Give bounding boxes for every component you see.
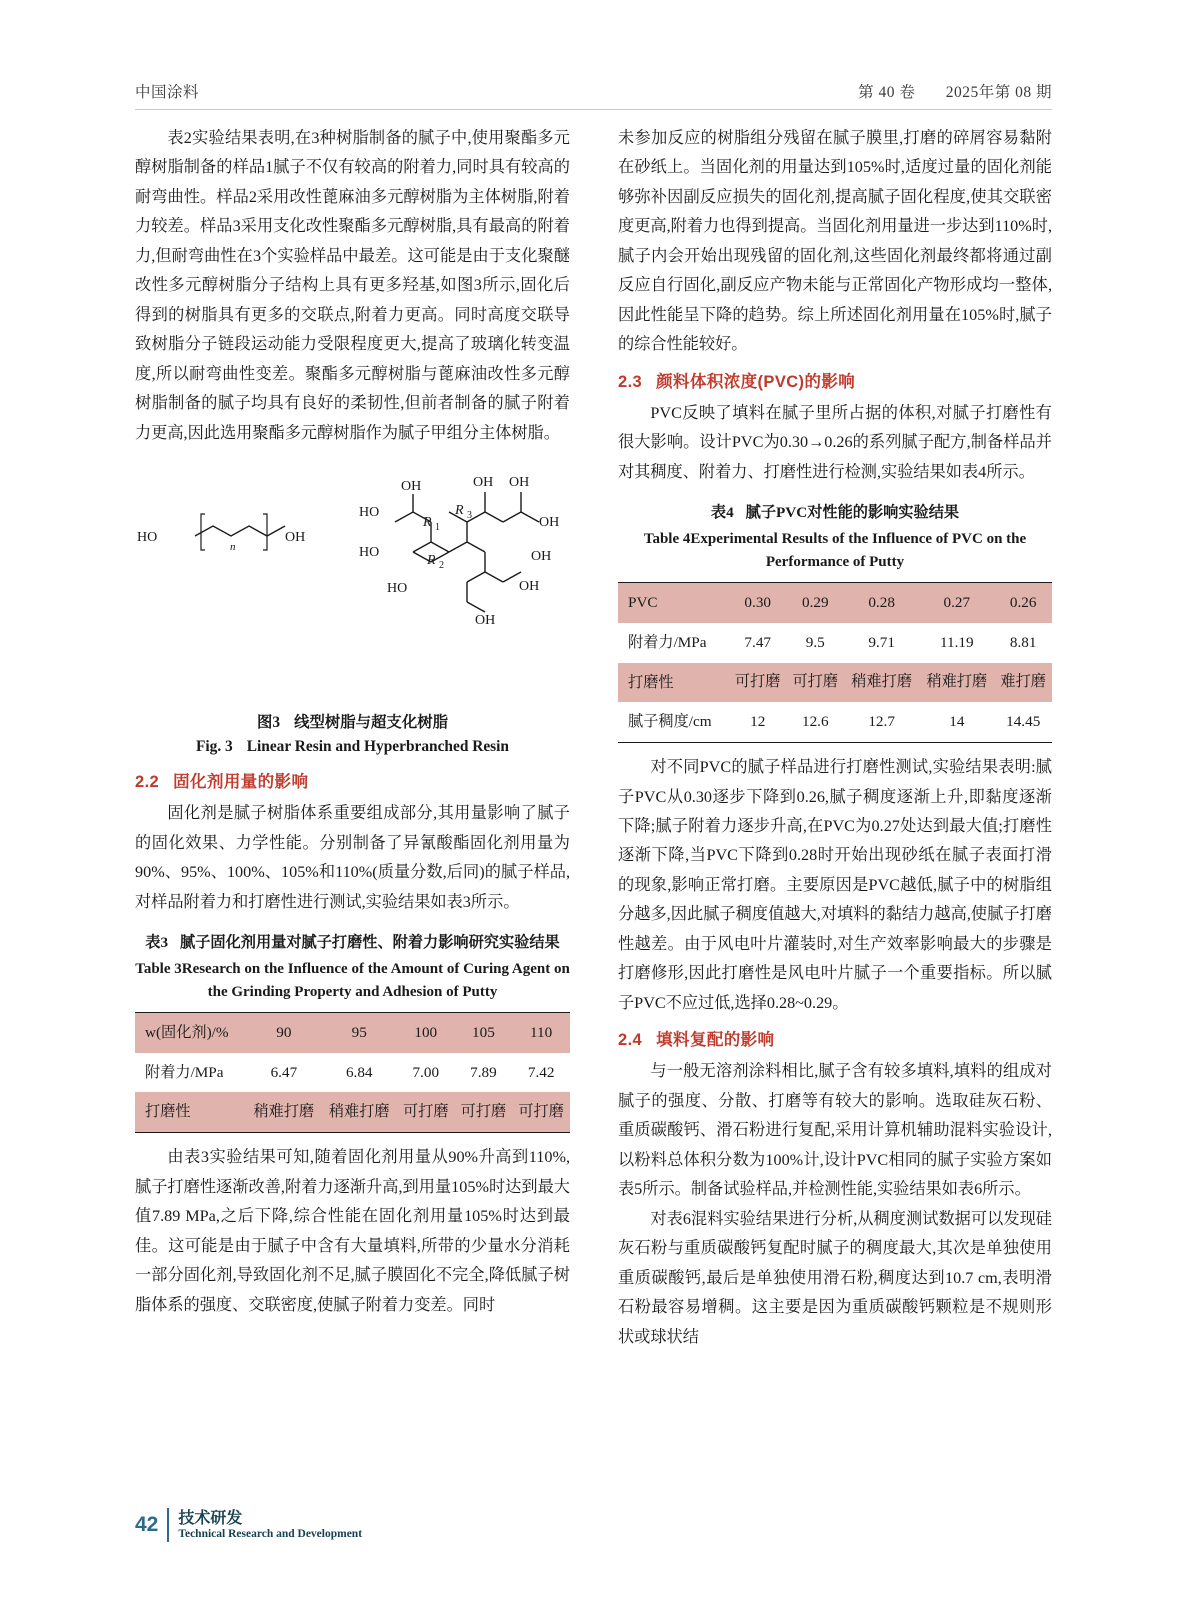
article-body	[135, 124, 1052, 1352]
figure-3-label-en: Fig. 3	[195, 738, 233, 756]
table-4-r0-c2: 0.28	[844, 583, 919, 623]
table-3-r1-c3: 7.89	[455, 1053, 513, 1093]
table-3-r2-c1: 稍难打磨	[322, 1092, 397, 1132]
table-4-title-en	[618, 528, 1052, 575]
footer-section-en: Technical Research and Development	[178, 1527, 363, 1540]
table-4-r0-head: PVC	[618, 583, 729, 623]
table-4-r1-c0: 7.47	[729, 623, 787, 663]
table-row	[135, 1013, 570, 1053]
table-4-label-en: Table 4	[643, 530, 691, 547]
atom-label-oh-5: OH	[531, 549, 552, 565]
table-4-r2-c2: 稍难打磨	[844, 663, 919, 703]
right-column	[618, 124, 1052, 1352]
table-3	[135, 1012, 570, 1133]
table-4-r3-c4: 14.45	[994, 702, 1052, 742]
table-4-r3-c0: 12	[729, 702, 787, 742]
table-4-r3-head: 腻子稠度/cm	[618, 702, 729, 742]
paragraph-left-3: 由表3实验结果可知,随着固化剂用量从90%升高到110%,腻子打磨性逐渐改善,附着力逐渐升高,到用量105%时达到最大值7.89 MPa,之后下降,综合性能在固化剂用量105%时达到最佳。这可能是由于腻子中含有大量填料,所带的少量水分消耗一部分固化剂,导致固化剂不足,腻子膜固化不完全,降低腻子树脂体系的强度、交联密度,使腻子附着力变差。同时	[135, 1148, 570, 1314]
table-4-r0-c1: 0.29	[786, 583, 844, 623]
section-number-2-4: 2.4	[618, 1031, 643, 1050]
table-3-r1-head: 附着力/MPa	[135, 1053, 246, 1093]
table-4-r0-c3: 0.27	[919, 583, 994, 623]
table-3-title-en	[135, 958, 570, 1005]
group-label-r2-sub: 2	[439, 560, 444, 572]
paragraph-right-2: PVC反映了填料在腻子里所占据的体积,对腻子打磨性有很大影响。设计PVC为0.30→0.26的系列腻子配方,制备样品并对其稠度、附着力、打磨性进行检测,实验结果如表4所示。	[618, 403, 1052, 481]
table-4-r2-c1: 可打磨	[786, 663, 844, 703]
table-3-r0-c3: 105	[455, 1013, 513, 1053]
page-header	[135, 80, 1052, 110]
table-row	[618, 583, 1052, 623]
atom-label-oh-6: OH	[519, 579, 540, 595]
atom-label-oh-top: OH	[401, 479, 422, 495]
figure-3	[135, 464, 570, 704]
atom-label-oh-1: OH	[285, 530, 306, 546]
table-3-r1-c2: 7.00	[397, 1053, 455, 1093]
table-4-r0-c4: 0.26	[994, 583, 1052, 623]
paragraph-left-2: 固化剂是腻子树脂体系重要组成部分,其用量影响了腻子的固化效果、力学性能。分别制备了异氰酸酯固化剂用量为90%、95%、100%、105%和110%(质量分数,后同)的腻子样品,对样品附着力和打磨性进行测试,实验结果如表3所示。	[135, 804, 570, 911]
section-title-2-3: 颜料体积浓度(PVC)的影响	[656, 372, 856, 391]
section-heading-2-2	[135, 767, 570, 797]
volume-label: 第 40 卷	[858, 84, 916, 101]
footer-section	[178, 1509, 362, 1542]
table-3-r0-c4: 110	[512, 1013, 570, 1053]
table-3-r0-head: w(固化剂)/%	[135, 1013, 246, 1053]
table-4-r1-c3: 11.19	[919, 623, 994, 663]
table-row	[618, 623, 1052, 663]
table-3-name-cn: 腻子固化剂用量对腻子打磨性、附着力影响研究实验结果	[180, 934, 560, 952]
table-row	[135, 1092, 570, 1132]
table-4-r2-c4: 难打磨	[994, 663, 1052, 703]
table-row	[618, 702, 1052, 742]
group-label-r1-sub: 1	[435, 522, 440, 534]
section-heading-2-3	[618, 367, 1052, 397]
section-heading-2-4	[618, 1025, 1052, 1055]
figure-3-caption-en	[135, 735, 570, 760]
section-title-2-4: 填料复配的影响	[656, 1031, 775, 1050]
atom-label-oh-7: OH	[475, 613, 496, 629]
table-row	[618, 663, 1052, 703]
table-3-r2-c0: 稍难打磨	[246, 1092, 321, 1132]
group-label-r3-sub: 3	[467, 510, 472, 522]
table-4-r0-c0: 0.30	[729, 583, 787, 623]
table-4-r1-c4: 8.81	[994, 623, 1052, 663]
atom-label-ho-4: HO	[387, 581, 408, 597]
footer-section-cn: 技术研发	[178, 1509, 243, 1527]
table-3-r1-c4: 7.42	[512, 1053, 570, 1093]
table-3-r0-c0: 90	[246, 1013, 321, 1053]
table-3-title-cn	[135, 931, 570, 955]
page-footer	[135, 1508, 362, 1542]
figure-3-structure	[135, 464, 570, 694]
figure-3-label-cn: 图3	[256, 713, 281, 731]
table-3-r1-c0: 6.47	[246, 1053, 321, 1093]
figure-3-caption-cn	[135, 711, 570, 736]
left-column	[135, 124, 570, 1352]
table-4-r2-c0: 可打磨	[729, 663, 787, 703]
atom-label-ho-3: HO	[359, 545, 380, 561]
footer-divider	[167, 1508, 169, 1542]
table-4-r3-c2: 12.7	[844, 702, 919, 742]
table-4-title-cn	[618, 501, 1052, 525]
figure-3-title-cn: 线型树脂与超支化树脂	[294, 713, 448, 731]
section-number-2-3: 2.3	[618, 372, 643, 391]
paragraph-right-5: 对表6混料实验结果进行分析,从稠度测试数据可以发现硅灰石粉与重质碳酸钙复配时腻子的稠度最大,其次是单独使用重质碳酸钙,最后是单独使用滑石粉,稠度达到10.7 cm,表明滑石粉最容易增稠。这主要是因为重质碳酸钙颗粒是不规则形状或球状结	[618, 1209, 1052, 1346]
paragraph-right-1: 未参加反应的树脂组分残留在腻子膜里,打磨的碎屑容易黏附在砂纸上。当固化剂的用量达到105%时,适度过量的固化剂能够弥补因副反应损失的固化剂,提高腻子固化程度,使其交联密度更高,附着力也得到提高。当固化剂用量进一步达到110%时,腻子内会开始出现残留的固化剂,这些固化剂最终都将通过副反应自行固化,副反应产物未能与正常固化产物形成均一整体,因此性能呈下降的趋势。综上所述固化剂用量在105%时,腻子的综合性能较好。	[618, 129, 1052, 354]
table-4-r2-head: 打磨性	[618, 663, 729, 703]
page-number: 42	[135, 1513, 159, 1536]
atom-label-n: n	[230, 541, 236, 554]
atom-label-oh-3: OH	[509, 475, 530, 491]
paragraph-right-4: 与一般无溶剂涂料相比,腻子含有较多填料,填料的组成对腻子的强度、分散、打磨等有较大的影响。选取硅灰石粉、重质碳酸钙、滑石粉进行复配,采用计算机辅助混料实验设计,以粉料总体积分数为100%计,设计PVC相同的腻子实验方案如表5所示。制备试验样品,并检测性能,实验结果如表6所示。	[618, 1062, 1052, 1199]
atom-label-ho-1: HO	[137, 530, 158, 546]
table-4-r2-c3: 稍难打磨	[919, 663, 994, 703]
table-3-r0-c1: 95	[322, 1013, 397, 1053]
group-label-r3: R	[455, 503, 464, 519]
table-4-r1-c2: 9.71	[844, 623, 919, 663]
issue-info	[832, 80, 1052, 102]
table-4-r1-head: 附着力/MPa	[618, 623, 729, 663]
table-3-r1-c1: 6.84	[322, 1053, 397, 1093]
journal-name: 中国涂料	[135, 84, 200, 101]
table-3-r2-head: 打磨性	[135, 1092, 246, 1132]
table-4-r1-c1: 9.5	[786, 623, 844, 663]
table-4-name-cn: 腻子PVC对性能的影响实验结果	[745, 504, 960, 522]
table-3-r2-c4: 可打磨	[512, 1092, 570, 1132]
table-3-name-en: Research on the Influence of the Amount of Curing Agent on the Grinding Property and Adhesion of Putty	[181, 960, 570, 1000]
group-label-r2: R	[427, 553, 436, 569]
atom-label-oh-4: OH	[539, 515, 560, 531]
figure-3-title-en: Linear Resin and Hyperbranched Resin	[246, 738, 509, 756]
section-number-2-2: 2.2	[135, 773, 160, 792]
table-4-block	[618, 501, 1052, 743]
table-3-block	[135, 931, 570, 1133]
table-4-r3-c1: 12.6	[786, 702, 844, 742]
table-4-label-cn: 表4	[710, 504, 734, 522]
table-3-r2-c2: 可打磨	[397, 1092, 455, 1132]
atom-label-ho-2: HO	[359, 505, 380, 521]
atom-label-oh-2: OH	[473, 475, 494, 491]
table-3-r0-c2: 100	[397, 1013, 455, 1053]
paragraph-right-3: 对不同PVC的腻子样品进行打磨性测试,实验结果表明:腻子PVC从0.30逐步下降到0.26,腻子稠度逐渐上升,即黏度逐渐下降;腻子附着力逐步升高,在PVC为0.27处达到最大值;打磨性逐渐下降,当PVC下降到0.28时开始出现砂纸在腻子表面打滑的现象,影响正常打磨。主要原因是PVC越低,腻子中的树脂组分越多,因此腻子稠度值越大,对填料的黏结力越高,使腻子打磨性越差。由于风电叶片灌装时,对生产效率影响最大的步骤是打磨修形,因此打磨性是风电叶片腻子一个重要指标。所以腻子PVC不应过低,选择0.28~0.29。	[618, 758, 1052, 1012]
issue-label: 2025年第 08 期	[945, 84, 1052, 101]
section-title-2-2: 固化剂用量的影响	[173, 773, 309, 792]
table-3-r2-c3: 可打磨	[455, 1092, 513, 1132]
group-label-r1: R	[423, 515, 432, 531]
table-4	[618, 582, 1052, 743]
table-row	[135, 1053, 570, 1093]
table-3-label-cn: 表3	[145, 934, 169, 952]
paragraph-left-1: 表2实验结果表明,在3种树脂制备的腻子中,使用聚酯多元醇树脂制备的样品1腻子不仅有较高的附着力,同时具有较高的耐弯曲性。样品2采用改性蓖麻油多元醇树脂为主体树脂,附着力较差。样品3采用支化改性聚酯多元醇树脂,具有最高的附着力,但耐弯曲性在3个实验样品中最差。这可能是由于支化聚醚改性多元醇树脂分子结构上具有更多羟基,如图3所示,固化后得到的树脂具有更多的交联点,附着力更高。同时高度交联导致树脂分子链段运动能力受限程度更大,提高了玻璃化转变温度,所以耐弯曲性变差。聚酯多元醇树脂与蓖麻油改性多元醇树脂制备的腻子均具有良好的柔韧性,但前者制备的腻子附着力更高,因此选用聚酯多元醇树脂作为腻子甲组分主体树脂。	[135, 129, 570, 442]
table-4-name-en: Experimental Results of the Influence of PVC on the Performance of Putty	[690, 530, 1027, 571]
table-4-r3-c3: 14	[919, 702, 994, 742]
table-3-label-en: Table 3	[135, 960, 182, 977]
